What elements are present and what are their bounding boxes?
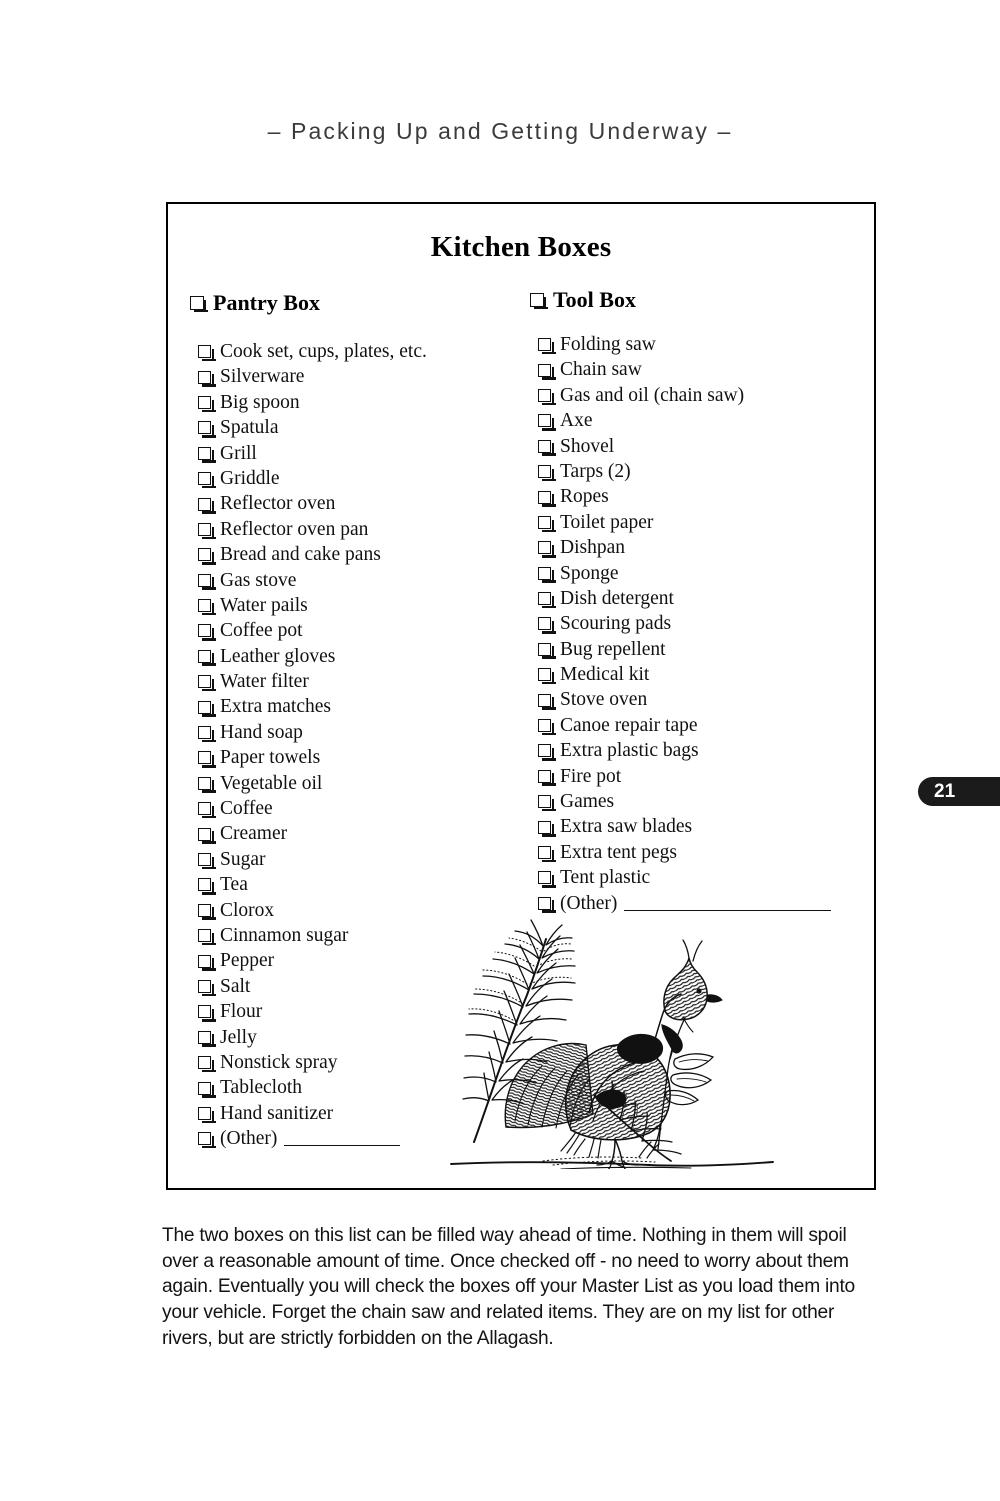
list-item[interactable]	[538, 459, 831, 484]
item-label: Nonstick spray	[220, 1051, 338, 1073]
list-item[interactable]	[538, 408, 831, 433]
item-label: Reflector oven	[220, 493, 336, 515]
list-item[interactable]	[198, 821, 427, 846]
list-item[interactable]	[538, 484, 831, 509]
item-label: Paper towels	[220, 747, 321, 769]
list-item[interactable]	[538, 332, 831, 357]
item-label: Tablecloth	[220, 1077, 303, 1099]
list-item[interactable]	[198, 872, 427, 897]
list-item[interactable]	[198, 796, 427, 821]
item-label: Extra plastic bags	[560, 740, 699, 762]
checkbox-icon[interactable]	[198, 371, 211, 384]
checkbox-icon[interactable]	[198, 1132, 211, 1145]
checkbox-icon[interactable]	[538, 440, 551, 453]
checkbox-icon[interactable]	[198, 726, 211, 739]
item-label: Scouring pads	[560, 613, 672, 635]
column-heading-label: Tool Box	[553, 287, 636, 312]
item-label: Stove oven	[560, 689, 648, 711]
list-item[interactable]	[538, 814, 831, 839]
checkbox-icon[interactable]	[198, 1005, 211, 1018]
item-label: Gas and oil (chain saw)	[560, 384, 745, 406]
list-item-other[interactable]	[538, 891, 831, 916]
checkbox-icon[interactable]	[538, 516, 551, 529]
item-label: Sponge	[560, 562, 619, 584]
column-heading-toolbox	[530, 287, 636, 313]
checkbox-icon[interactable]	[198, 802, 211, 815]
item-label: Hand soap	[220, 721, 303, 743]
checkbox-icon[interactable]	[538, 414, 551, 427]
item-label: Water pails	[220, 594, 308, 616]
checkbox-icon[interactable]	[198, 1107, 211, 1120]
item-label: Chain saw	[560, 359, 642, 381]
column-heading-pantry	[190, 290, 320, 316]
toolbox-item-list	[538, 332, 831, 916]
checkbox-icon[interactable]	[538, 871, 551, 884]
checkbox-icon[interactable]	[190, 296, 204, 310]
checkbox-icon[interactable]	[198, 421, 211, 434]
list-item[interactable]	[198, 364, 427, 389]
checkbox-icon[interactable]	[198, 447, 211, 460]
item-label: Pepper	[220, 950, 275, 972]
checkbox-icon[interactable]	[198, 650, 211, 663]
list-item-other[interactable]	[198, 1126, 427, 1151]
column-heading-label: Pantry Box	[213, 290, 320, 315]
item-label: Hand sanitizer	[220, 1102, 334, 1124]
checkbox-icon[interactable]	[198, 599, 211, 612]
item-label: Tent plastic	[560, 867, 651, 889]
page-number-tab: 21	[918, 777, 1000, 806]
list-item[interactable]	[198, 720, 427, 745]
checkbox-icon[interactable]	[198, 624, 211, 637]
list-item[interactable]	[198, 999, 427, 1024]
list-item[interactable]	[198, 694, 427, 719]
item-label: Bug repellent	[560, 638, 666, 660]
item-label: Reflector oven pan	[220, 518, 369, 540]
checkbox-icon[interactable]	[538, 491, 551, 504]
checkbox-icon[interactable]	[198, 904, 211, 917]
item-label: Clorox	[220, 899, 275, 921]
list-item[interactable]	[198, 644, 427, 669]
item-label: Dishpan	[560, 537, 625, 559]
list-item[interactable]	[198, 1025, 427, 1050]
checkbox-icon[interactable]	[538, 592, 551, 605]
list-item[interactable]	[538, 357, 831, 382]
checkbox-icon[interactable]	[198, 548, 211, 561]
item-label: Tea	[220, 874, 248, 896]
ruffed-grouse-illustration	[443, 899, 813, 1169]
list-item[interactable]	[198, 1101, 427, 1126]
item-label: Bread and cake pans	[220, 544, 381, 566]
item-label: Games	[560, 791, 615, 813]
list-item[interactable]	[538, 764, 831, 789]
list-item[interactable]	[538, 687, 831, 712]
checklist-frame	[166, 202, 876, 1190]
item-label: Dish detergent	[560, 587, 674, 609]
list-item[interactable]	[538, 865, 831, 890]
checklist-title: Kitchen Boxes	[430, 231, 612, 263]
list-item[interactable]	[538, 713, 831, 738]
list-item[interactable]	[198, 1050, 427, 1075]
checkbox-icon[interactable]	[538, 567, 551, 580]
checkbox-icon[interactable]	[198, 980, 211, 993]
checkbox-icon[interactable]	[198, 853, 211, 866]
checkbox-icon[interactable]	[530, 293, 544, 307]
checkbox-icon[interactable]	[538, 541, 551, 554]
item-label: Water filter	[220, 671, 309, 693]
item-label: Flour	[220, 1001, 263, 1023]
list-item[interactable]	[538, 510, 831, 535]
list-item[interactable]	[198, 618, 427, 643]
checkbox-icon[interactable]	[538, 338, 551, 351]
item-label: Extra matches	[220, 696, 331, 718]
checkbox-icon[interactable]	[538, 364, 551, 377]
list-item[interactable]	[198, 568, 427, 593]
item-label: Creamer	[220, 823, 288, 845]
checkbox-icon[interactable]	[538, 643, 551, 656]
checkbox-icon[interactable]	[198, 345, 211, 358]
list-item[interactable]	[198, 898, 427, 923]
checkbox-icon[interactable]	[538, 694, 551, 707]
checkbox-icon[interactable]	[198, 955, 211, 968]
list-item[interactable]	[538, 611, 831, 636]
pantry-item-list	[198, 339, 427, 1152]
item-label: Grill	[220, 442, 257, 464]
checkbox-icon[interactable]	[538, 795, 551, 808]
item-label: Medical kit	[560, 664, 650, 686]
list-item[interactable]	[198, 491, 427, 516]
item-label: Salt	[220, 975, 251, 997]
item-label: Shovel	[560, 435, 615, 457]
item-label: Jelly	[220, 1026, 257, 1048]
item-label: Coffee pot	[220, 620, 303, 642]
checkbox-icon[interactable]	[198, 701, 211, 714]
list-item[interactable]	[198, 974, 427, 999]
checkbox-icon[interactable]	[538, 465, 551, 478]
checkbox-icon[interactable]	[538, 719, 551, 732]
list-item[interactable]	[538, 434, 831, 459]
checkbox-icon[interactable]	[198, 1031, 211, 1044]
item-label: Cinnamon sugar	[220, 924, 349, 946]
checkbox-icon[interactable]	[198, 878, 211, 891]
checkbox-icon[interactable]	[538, 770, 551, 783]
list-item[interactable]	[538, 586, 831, 611]
item-label: Sugar	[220, 848, 266, 870]
list-item[interactable]	[538, 662, 831, 687]
list-item[interactable]	[198, 745, 427, 770]
item-label: Extra saw blades	[560, 816, 693, 838]
item-label: Gas stove	[220, 569, 297, 591]
list-item[interactable]	[538, 840, 831, 865]
checkbox-icon[interactable]	[198, 675, 211, 688]
item-label: Silverware	[220, 366, 305, 388]
checkbox-icon[interactable]	[538, 846, 551, 859]
checkbox-icon[interactable]	[198, 472, 211, 485]
list-item[interactable]	[198, 466, 427, 491]
other-label: (Other)	[560, 892, 618, 914]
item-label: Vegetable oil	[220, 772, 323, 794]
item-label: Fire pot	[560, 765, 622, 787]
list-item[interactable]	[538, 535, 831, 560]
list-item[interactable]	[538, 637, 831, 662]
item-label: Coffee	[220, 798, 273, 820]
checkbox-icon[interactable]	[538, 389, 551, 402]
item-label: Axe	[560, 410, 593, 432]
other-write-in-line[interactable]	[624, 896, 831, 911]
list-item[interactable]	[538, 789, 831, 814]
checkbox-icon[interactable]	[198, 498, 211, 511]
checkbox-icon[interactable]	[198, 574, 211, 587]
checkbox-icon[interactable]	[198, 751, 211, 764]
list-item[interactable]	[198, 542, 427, 567]
list-item[interactable]	[198, 771, 427, 796]
checkbox-icon[interactable]	[198, 1056, 211, 1069]
item-label: Spatula	[220, 417, 279, 439]
item-label: Ropes	[560, 486, 609, 508]
list-item[interactable]	[198, 948, 427, 973]
checkbox-icon[interactable]	[538, 617, 551, 630]
list-item[interactable]	[538, 561, 831, 586]
list-item[interactable]	[198, 339, 427, 364]
list-item[interactable]	[198, 517, 427, 542]
item-label: Cook set, cups, plates, etc.	[220, 341, 427, 362]
item-label: Canoe repair tape	[560, 714, 698, 736]
body-paragraph: The two boxes on this list can be filled way ahead of time. Nothing in them will spoil over a reasonable amount of time. Once checked off - no need to worry about them again. Eventually you will check the boxes off your Master List as you load them into your vehicle. Forget the chain saw and related items. They are on my list for other rivers, but are strictly forbidden on the Allagash.	[162, 1225, 855, 1349]
checkbox-icon[interactable]	[198, 828, 211, 841]
list-item[interactable]	[198, 593, 427, 618]
item-label: Leather gloves	[220, 645, 336, 667]
other-label: (Other)	[220, 1128, 278, 1150]
item-label: Big spoon	[220, 391, 300, 413]
list-item[interactable]	[198, 669, 427, 694]
list-item[interactable]	[198, 390, 427, 415]
list-item[interactable]	[538, 738, 831, 763]
checkbox-icon[interactable]	[538, 821, 551, 834]
checkbox-icon[interactable]	[538, 897, 551, 910]
checkbox-icon[interactable]	[198, 396, 211, 409]
other-write-in-line[interactable]	[284, 1131, 400, 1146]
item-label: Griddle	[220, 467, 280, 489]
item-label: Extra tent pegs	[560, 841, 677, 863]
list-item[interactable]	[538, 383, 831, 408]
list-item[interactable]	[198, 441, 427, 466]
list-item[interactable]	[198, 1075, 427, 1100]
running-head: – Packing Up and Getting Underway –	[267, 118, 733, 144]
item-label: Tarps (2)	[560, 460, 631, 482]
list-item[interactable]	[198, 923, 427, 948]
checkbox-icon[interactable]	[538, 744, 551, 757]
checkbox-icon[interactable]	[198, 523, 211, 536]
checkbox-icon[interactable]	[198, 929, 211, 942]
list-item[interactable]	[198, 847, 427, 872]
list-item[interactable]	[198, 415, 427, 440]
checkbox-icon[interactable]	[198, 1082, 211, 1095]
item-label: Toilet paper	[560, 511, 654, 533]
item-label: Folding saw	[560, 334, 656, 355]
checkbox-icon[interactable]	[538, 668, 551, 681]
checkbox-icon[interactable]	[198, 777, 211, 790]
